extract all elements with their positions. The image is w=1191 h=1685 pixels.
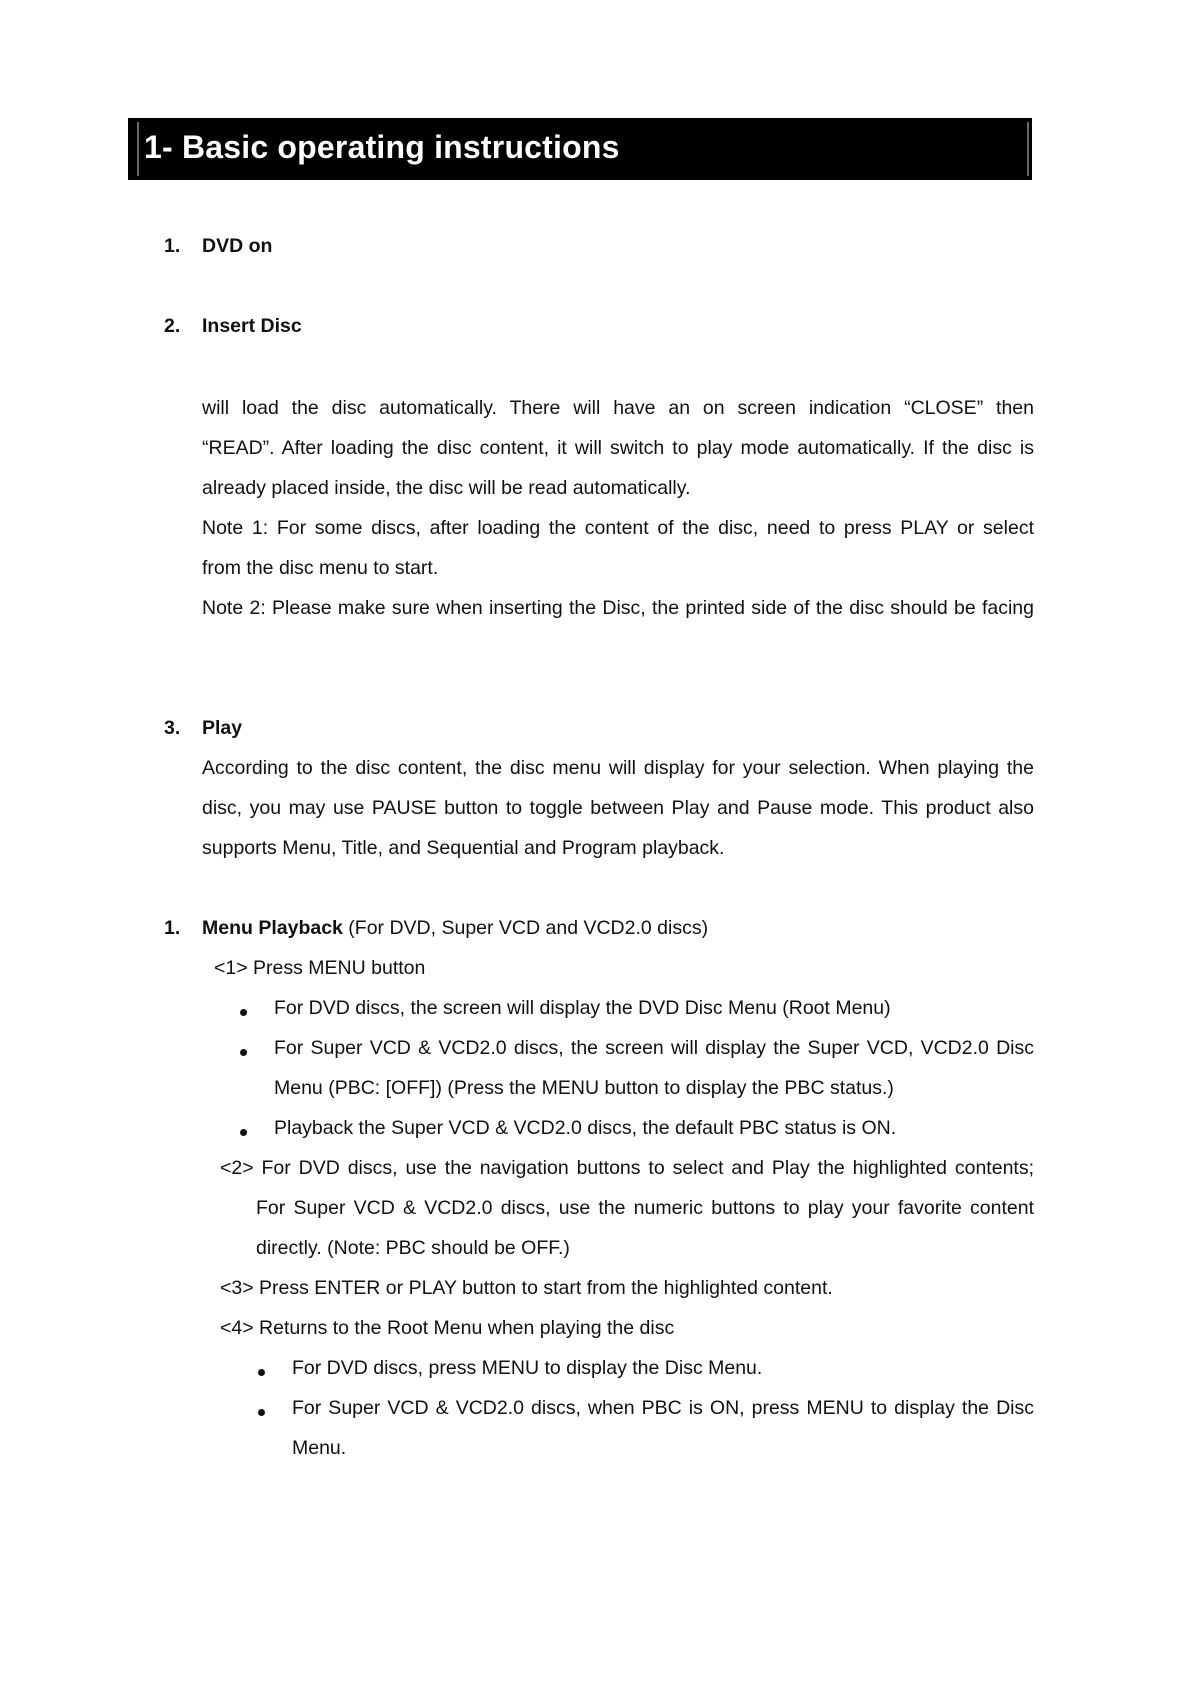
bullet-text: For DVD discs, press MENU to display the Disc Menu. [292, 1357, 763, 1379]
heading-insert-disc: Insert Disc [202, 315, 302, 337]
paragraph-line: will load the disc automatically. There will have an on screen indication “CLOSE” then [202, 397, 1034, 419]
paragraph-line: already placed inside, the disc will be read automatically. [202, 477, 691, 499]
bullet-dot [240, 1009, 247, 1016]
header-edge-right [1027, 122, 1029, 176]
paragraph-line: disc, you may use PAUSE button to toggle between Play and Pause mode. This product also [202, 797, 1034, 819]
heading-menu-playback-subtitle: (For DVD, Super VCD and VCD2.0 discs) [342, 917, 709, 939]
bullet-dot [240, 1129, 247, 1136]
paragraph-line: “READ”. After loading the disc content, it will switch to play mode automatically. If the disc is [202, 437, 1034, 459]
heading-menu-playback: Menu Playback [202, 917, 343, 939]
step-2-line: <2> For DVD discs, use the navigation buttons to select and Play the highlighted contents; [220, 1157, 1034, 1179]
heading-dvd-on: DVD on [202, 235, 273, 257]
bullet-dot [258, 1369, 265, 1376]
bullet-text: For Super VCD & VCD2.0 discs, when PBC is ON, press MENU to display the Disc [292, 1397, 1034, 1419]
paragraph-line: Note 1: For some discs, after loading the content of the disc, need to press PLAY or select [202, 517, 1034, 539]
bullet-text: Playback the Super VCD & VCD2.0 discs, the default PBC status is ON. [274, 1117, 897, 1139]
item-number: 2. [164, 315, 181, 337]
step-4: <4> Returns to the Root Menu when playing the disc [220, 1317, 675, 1339]
item-number: 1. [164, 235, 181, 257]
step-1: <1> Press MENU button [214, 957, 426, 979]
heading-play: Play [202, 717, 243, 739]
bullet-text: Menu. [292, 1437, 347, 1459]
item-number: 1. [164, 917, 181, 939]
paragraph-line: supports Menu, Title, and Sequential and Program playback. [202, 837, 725, 859]
bullet-dot [240, 1049, 247, 1056]
heading-menu-playback-row [202, 916, 708, 940]
page-title: 1- Basic operating instructions [144, 129, 620, 165]
section-header-bar [128, 118, 1032, 180]
step-2-line: directly. (Note: PBC should be OFF.) [256, 1237, 570, 1259]
bullet-text: For Super VCD & VCD2.0 discs, the screen will display the Super VCD, VCD2.0 Disc [274, 1037, 1034, 1059]
paragraph-line: Note 2: Please make sure when inserting the Disc, the printed side of the disc should be facing [202, 597, 1034, 619]
step-3: <3> Press ENTER or PLAY button to start from the highlighted content. [220, 1277, 833, 1299]
header-edge-left [137, 122, 139, 176]
paragraph-line: According to the disc content, the disc menu will display for your selection. When playing the [202, 757, 1034, 779]
bullet-text: Menu (PBC: [OFF]) (Press the MENU button to display the PBC status.) [274, 1077, 894, 1099]
step-2-line: For Super VCD & VCD2.0 discs, use the numeric buttons to play your favorite content [256, 1197, 1034, 1219]
item-number: 3. [164, 717, 181, 739]
bullet-text: For DVD discs, the screen will display the DVD Disc Menu (Root Menu) [274, 997, 891, 1019]
paragraph-line: from the disc menu to start. [202, 557, 439, 579]
bullet-dot [258, 1409, 265, 1416]
